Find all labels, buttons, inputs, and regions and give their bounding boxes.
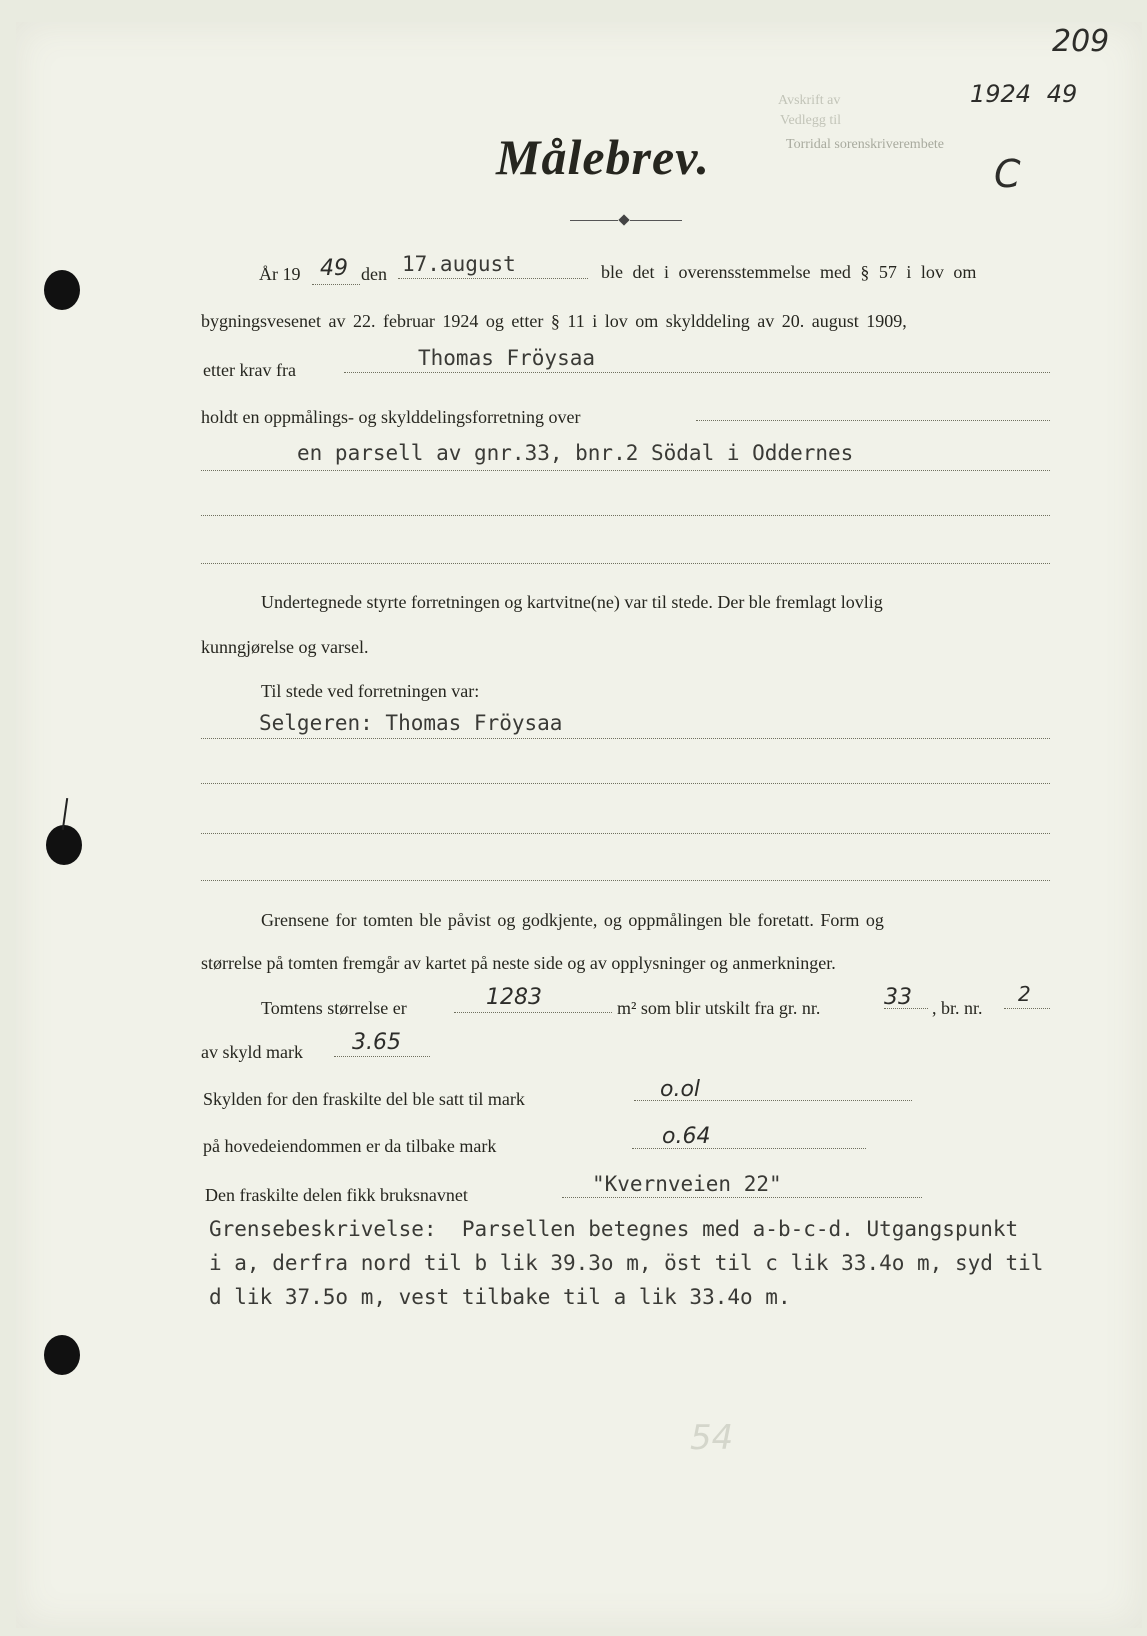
business-line (696, 420, 1050, 421)
punch-hole-top (44, 270, 80, 310)
requester-value: Thomas Fröysaa (418, 346, 596, 370)
document-title: Målebrev. (496, 129, 711, 185)
present-value: Selgeren: Thomas Fröysaa (259, 711, 563, 735)
fraskilt-value: o.ol (660, 1077, 701, 1102)
bruksnavn-line (562, 1197, 922, 1198)
blank-line-4 (201, 833, 1050, 834)
present-label: Til stede ved forretningen var: (261, 681, 480, 701)
bnr-line (1004, 1008, 1050, 1009)
blank-line-3 (201, 783, 1050, 784)
para1-line1: Undertegnede styrte forretningen og kartvitne(ne) var til stede. Der ble fremlagt lovlig (261, 592, 883, 612)
para2-line1: Grensene for tomten ble påvist og godkjente, og oppmålingen ble foretatt. Form og (261, 910, 884, 930)
hoved-line (632, 1148, 866, 1149)
bruksnavn-label: Den fraskilte delen fikk bruksnavnet (205, 1185, 468, 1205)
skyld-label: av skyld mark (201, 1042, 303, 1062)
punch-hole-middle (46, 825, 82, 865)
title-ornament-left (570, 220, 618, 221)
size-value: 1283 (486, 985, 542, 1010)
skyld-line (334, 1056, 430, 1057)
blank-line-2 (201, 563, 1050, 564)
year-prefix: År 19 (259, 264, 301, 284)
para2-line2: størrelse på tomten fremgår av kartet på neste side og av opplysninger og anmerkninger. (201, 953, 836, 973)
parcel-line (201, 470, 1050, 471)
fraskilt-label: Skylden for den fraskilte del ble satt til mark (203, 1089, 525, 1109)
blank-line-5 (201, 880, 1050, 881)
bruksnavn-value: "Kvernveien 22" (592, 1172, 782, 1196)
requester-line (344, 372, 1050, 373)
faint-mark: 54 (690, 1418, 734, 1458)
hoved-value: o.64 (662, 1124, 711, 1149)
fraskilt-line (634, 1100, 912, 1101)
stamp-line-1: Avskrift av (778, 93, 841, 108)
year-value: 49 (320, 256, 348, 281)
year-line (312, 284, 360, 285)
requester-label: etter krav fra (203, 360, 296, 380)
skyld-value: 3.65 (352, 1030, 401, 1055)
para1-line2: kunngjørelse og varsel. (201, 637, 369, 657)
line1-rest: ble det i overensstemmelse med § 57 i lov om (601, 262, 977, 282)
date-value: 17.august (402, 252, 516, 276)
title-ornament-right (630, 220, 682, 221)
gnr-value: 33 (884, 985, 912, 1010)
description-line-3: d lik 37.5o m, vest tilbake til a lik 33.4o m. (209, 1285, 791, 1309)
hoved-label: på hovedeiendommen er da tilbake mark (203, 1136, 497, 1156)
description-line-1: Grensebeskrivelse: Parsellen betegnes med a-b-c-d. Utgangspunkt (209, 1217, 1019, 1241)
record-number: 1924 49 (970, 80, 1078, 108)
gnr-line (884, 1008, 928, 1009)
blank-line-1 (201, 515, 1050, 516)
law-reference: bygningsvesenet av 22. februar 1924 og etter § 11 i lov om skylddeling av 20. august 1909, (201, 311, 907, 331)
size-label: Tomtens størrelse er (261, 998, 407, 1018)
den-label: den (361, 264, 387, 284)
description-line-2: i a, derfra nord til b lik 39.3o m, öst til c lik 33.4o m, syd til (209, 1251, 1044, 1275)
stamp-line-3: Torridal sorenskriverembete (786, 137, 945, 152)
size-unit: m² som blir utskilt fra gr. nr. (617, 998, 821, 1018)
size-line (454, 1012, 612, 1013)
punch-hole-bottom (44, 1335, 80, 1375)
handwritten-letter: C (994, 152, 1021, 196)
bnr-label: , br. nr. (932, 998, 983, 1018)
bnr-value: 2 (1018, 982, 1031, 1006)
stamp-line-2: Vedlegg til (780, 113, 842, 128)
parcel-description: en parsell av gnr.33, bnr.2 Södal i Oddernes (297, 441, 854, 465)
page-number: 209 (1052, 24, 1110, 59)
date-line (398, 278, 588, 279)
present-line (201, 738, 1050, 739)
business-label: holdt en oppmålings- og skylddelingsforretning over (201, 407, 581, 427)
